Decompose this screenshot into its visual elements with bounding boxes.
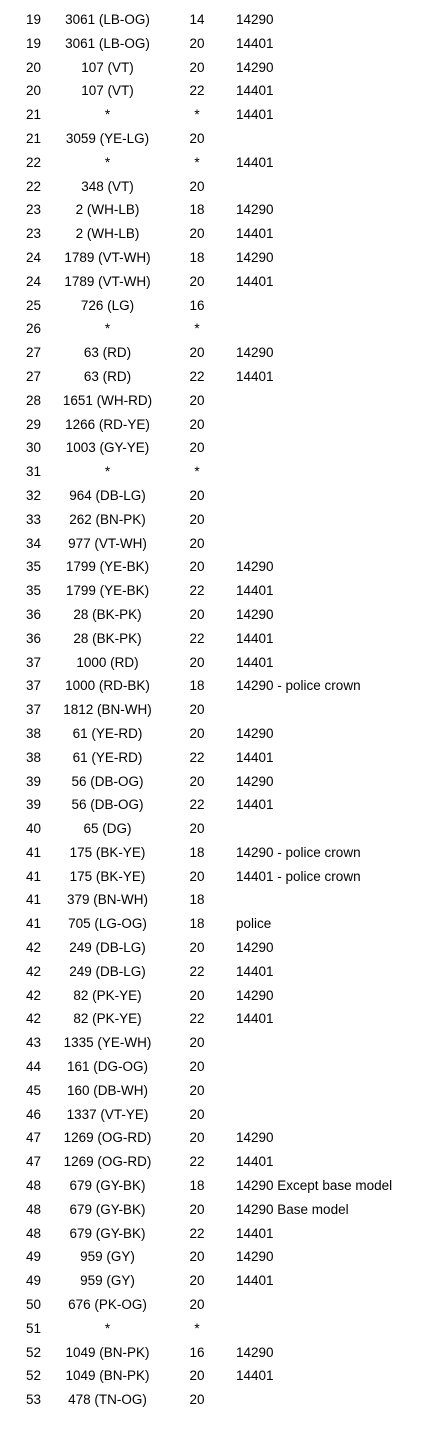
pin-number-cell: 42	[25, 987, 41, 1003]
circuit-cell: 676 (PK-OG)	[68, 1297, 147, 1313]
pin-number-cell: 33	[25, 511, 41, 527]
gauge-cell: 16	[189, 297, 205, 313]
circuit-cell: 249 (DB-LG)	[69, 940, 146, 956]
gauge-cell: 20	[189, 987, 205, 1003]
gauge-cell: 20	[189, 868, 205, 884]
note-cell: 14290 Base model	[236, 1201, 349, 1217]
note-cell: 14401	[236, 273, 274, 289]
gauge-cell: 20	[189, 416, 205, 432]
circuit-cell: *	[104, 154, 111, 170]
circuit-cell: 679 (GY-BK)	[69, 1178, 146, 1194]
table-row	[0, 222, 447, 246]
gauge-cell: 22	[189, 583, 205, 599]
pin-number-cell: 50	[25, 1297, 41, 1313]
note-cell: 14290	[236, 249, 274, 265]
table-row	[0, 746, 447, 770]
gauge-cell: 22	[189, 368, 205, 384]
note-cell: 14401	[236, 583, 274, 599]
gauge-cell: 20	[189, 487, 205, 503]
gauge-cell: 14	[189, 12, 205, 27]
gauge-cell: 18	[189, 249, 205, 265]
table-row	[0, 865, 447, 889]
table-row	[0, 484, 447, 508]
table-row	[0, 1103, 447, 1127]
circuit-cell: 82 (PK-YE)	[73, 1011, 142, 1027]
pin-number-cell: 35	[25, 583, 41, 599]
table-row	[0, 1341, 447, 1365]
gauge-cell: 22	[189, 83, 205, 99]
table-row	[0, 246, 447, 270]
pin-number-cell: 20	[25, 59, 41, 75]
note-cell: 14290	[236, 1249, 274, 1265]
gauge-cell: 22	[189, 1225, 205, 1241]
table-row	[0, 389, 447, 413]
circuit-cell: 61 (YE-RD)	[72, 725, 143, 741]
note-cell: 14290	[236, 559, 274, 575]
table-row	[0, 1150, 447, 1174]
circuit-cell: 1000 (RD)	[76, 654, 139, 670]
pin-number-cell: 41	[25, 844, 41, 860]
table-row	[0, 198, 447, 222]
gauge-cell: *	[194, 464, 200, 480]
note-cell: 14401	[236, 1225, 274, 1241]
gauge-cell: 20	[189, 226, 205, 242]
pin-number-cell: 49	[25, 1273, 41, 1289]
circuit-cell: 1000 (RD-BK)	[65, 678, 150, 694]
gauge-cell: 20	[189, 1059, 205, 1075]
circuit-cell: 379 (BN-WH)	[66, 892, 148, 908]
gauge-cell: 20	[189, 535, 205, 551]
circuit-cell: 175 (BK-YE)	[69, 868, 146, 884]
circuit-cell: 61 (YE-RD)	[72, 749, 143, 765]
circuit-cell: *	[104, 107, 111, 123]
circuit-cell: 82 (PK-YE)	[73, 987, 142, 1003]
table-row	[0, 770, 447, 794]
note-cell: 14401	[236, 1011, 274, 1027]
circuit-cell: 160 (DB-WH)	[66, 1082, 148, 1098]
circuit-cell: 1049 (BN-PK)	[65, 1368, 150, 1384]
note-cell: 14401	[236, 1368, 274, 1384]
circuit-cell: 262 (BN-PK)	[69, 511, 146, 527]
pin-number-cell: 42	[25, 940, 41, 956]
table-row	[0, 984, 447, 1008]
table-row	[0, 960, 447, 984]
note-cell: 14401	[236, 35, 274, 51]
pin-number-cell: 37	[25, 678, 41, 694]
pin-number-cell: 29	[25, 416, 41, 432]
circuit-cell: 1789 (VT-WH)	[64, 249, 151, 265]
circuit-cell: 1799 (YE-BK)	[65, 559, 150, 575]
pin-number-cell: 48	[25, 1201, 41, 1217]
note-cell: 14401 - police crown	[236, 868, 361, 884]
circuit-cell: 1337 (VT-YE)	[66, 1106, 149, 1122]
circuit-cell: 28 (BK-PK)	[73, 630, 142, 646]
note-cell: 14401	[236, 630, 274, 646]
table-row	[0, 365, 447, 389]
circuit-cell: *	[104, 464, 111, 480]
table-row	[0, 79, 447, 103]
gauge-cell: 22	[189, 963, 205, 979]
table-row	[0, 508, 447, 532]
gauge-cell: 18	[189, 892, 205, 908]
table-row	[0, 579, 447, 603]
pin-table	[0, 8, 447, 1412]
pin-number-cell: 52	[25, 1368, 41, 1384]
circuit-cell: 2 (WH-LB)	[75, 202, 140, 218]
gauge-cell: 20	[189, 392, 205, 408]
gauge-cell: 20	[189, 273, 205, 289]
gauge-cell: 20	[189, 1106, 205, 1122]
note-cell: 14401	[236, 963, 274, 979]
pin-number-cell: 24	[25, 273, 41, 289]
circuit-cell: 1269 (OG-RD)	[63, 1154, 152, 1170]
note-cell: 14401	[236, 107, 274, 123]
circuit-cell: 1335 (YE-WH)	[63, 1035, 152, 1051]
table-row	[0, 1174, 447, 1198]
note-cell: police	[236, 916, 272, 932]
table-row	[0, 294, 447, 318]
table-row	[0, 674, 447, 698]
pin-number-cell: 19	[25, 35, 41, 51]
circuit-cell: 705 (LG-OG)	[68, 916, 147, 932]
table-row	[0, 532, 447, 556]
table-row	[0, 1198, 447, 1222]
pin-number-cell: 39	[25, 797, 41, 813]
table-row	[0, 103, 447, 127]
note-cell: 14290 - police crown	[236, 678, 361, 694]
pin-number-cell: 36	[25, 606, 41, 622]
pin-number-cell: 23	[25, 226, 41, 242]
table-row	[0, 722, 447, 746]
note-cell: 14401	[236, 654, 274, 670]
gauge-cell: 20	[189, 511, 205, 527]
table-row	[0, 341, 447, 365]
table-row	[0, 936, 447, 960]
gauge-cell: 18	[189, 916, 205, 932]
circuit-cell: 679 (GY-BK)	[69, 1225, 146, 1241]
table-row	[0, 1007, 447, 1031]
table-row	[0, 56, 447, 80]
gauge-cell: 22	[189, 1011, 205, 1027]
table-row	[0, 1293, 447, 1317]
circuit-cell: 63 (RD)	[83, 345, 132, 361]
pin-number-cell: 34	[25, 535, 41, 551]
pin-number-cell: 37	[25, 654, 41, 670]
circuit-cell: 348 (VT)	[81, 178, 134, 194]
circuit-cell: 964 (DB-LG)	[69, 487, 146, 503]
pin-number-cell: 47	[25, 1130, 41, 1146]
pin-number-cell: 39	[25, 773, 41, 789]
pin-number-cell: 19	[25, 12, 41, 27]
gauge-cell: 20	[189, 940, 205, 956]
note-cell: 14290	[236, 345, 274, 361]
pin-number-cell: 27	[25, 345, 41, 361]
gauge-cell: 20	[189, 178, 205, 194]
pin-number-cell: 24	[25, 249, 41, 265]
note-cell: 14401	[236, 749, 274, 765]
table-row	[0, 603, 447, 627]
circuit-cell: 977 (VT-WH)	[68, 535, 147, 551]
note-cell: 14290	[236, 12, 274, 27]
circuit-cell: 3061 (LB-OG)	[65, 12, 150, 27]
table-row	[0, 175, 447, 199]
gauge-cell: 20	[189, 1297, 205, 1313]
gauge-cell: *	[194, 154, 200, 170]
gauge-cell: 20	[189, 773, 205, 789]
circuit-cell: 56 (DB-OG)	[71, 797, 144, 813]
note-cell: 14290 Except base model	[236, 1178, 393, 1194]
gauge-cell: 18	[189, 844, 205, 860]
circuit-cell: 65 (DG)	[83, 821, 132, 837]
pin-number-cell: 45	[25, 1082, 41, 1098]
circuit-cell: 175 (BK-YE)	[69, 844, 146, 860]
pin-number-cell: 37	[25, 702, 41, 718]
circuit-cell: 726 (LG)	[80, 297, 135, 313]
gauge-cell: *	[194, 321, 200, 337]
table-row	[0, 841, 447, 865]
note-cell: 14290	[236, 1344, 274, 1360]
gauge-cell: 20	[189, 1249, 205, 1265]
gauge-cell: 20	[189, 345, 205, 361]
table-row	[0, 317, 447, 341]
pin-number-cell: 49	[25, 1249, 41, 1265]
gauge-cell: 22	[189, 630, 205, 646]
gauge-cell: 20	[189, 35, 205, 51]
pin-number-cell: 27	[25, 368, 41, 384]
note-cell: 14290	[236, 725, 274, 741]
circuit-cell: 3059 (YE-LG)	[65, 130, 150, 146]
note-cell: 14290	[236, 59, 274, 75]
pin-number-cell: 44	[25, 1059, 41, 1075]
table-row	[0, 627, 447, 651]
table-row	[0, 413, 447, 437]
table-row	[0, 436, 447, 460]
gauge-cell: 20	[189, 440, 205, 456]
pin-number-cell: 38	[25, 725, 41, 741]
table-row	[0, 1126, 447, 1150]
pin-number-cell: 41	[25, 916, 41, 932]
pin-number-cell: 41	[25, 868, 41, 884]
pin-number-cell: 36	[25, 630, 41, 646]
pin-number-cell: 46	[25, 1106, 41, 1122]
table-row	[0, 651, 447, 675]
gauge-cell: 20	[189, 1392, 205, 1408]
pin-number-cell: 52	[25, 1344, 41, 1360]
gauge-cell: 20	[189, 725, 205, 741]
gauge-cell: *	[194, 107, 200, 123]
note-cell: 14401	[236, 368, 274, 384]
circuit-cell: 1789 (VT-WH)	[64, 273, 151, 289]
circuit-cell: *	[104, 1320, 111, 1336]
pin-number-cell: 48	[25, 1178, 41, 1194]
gauge-cell: 20	[189, 702, 205, 718]
pin-number-cell: 51	[25, 1320, 41, 1336]
gauge-cell: 18	[189, 678, 205, 694]
pin-number-cell: 32	[25, 487, 41, 503]
note-cell: 14290 - police crown	[236, 844, 361, 860]
pin-number-cell: 40	[25, 821, 41, 837]
pin-number-cell: 41	[25, 892, 41, 908]
table-row	[0, 1031, 447, 1055]
circuit-cell: 2 (WH-LB)	[75, 226, 140, 242]
gauge-cell: 16	[189, 1344, 205, 1360]
pin-number-cell: 35	[25, 559, 41, 575]
table-row	[0, 151, 447, 175]
table-row	[0, 698, 447, 722]
pin-number-cell: 21	[25, 130, 41, 146]
gauge-cell: 22	[189, 749, 205, 765]
gauge-cell: *	[194, 1320, 200, 1336]
table-row	[0, 1388, 447, 1412]
table-row	[0, 888, 447, 912]
table-row	[0, 1317, 447, 1341]
table-row	[0, 1222, 447, 1246]
note-cell: 14401	[236, 1154, 274, 1170]
gauge-cell: 20	[189, 1201, 205, 1217]
circuit-cell: 1049 (BN-PK)	[65, 1344, 150, 1360]
circuit-cell: 1812 (BN-WH)	[63, 702, 152, 718]
table-row	[0, 555, 447, 579]
table-row	[0, 1364, 447, 1388]
circuit-cell: 478 (TN-OG)	[68, 1392, 147, 1408]
circuit-cell: 959 (GY)	[80, 1249, 135, 1265]
note-cell: 14401	[236, 797, 274, 813]
pin-number-cell: 42	[25, 963, 41, 979]
circuit-cell: 249 (DB-LG)	[69, 963, 146, 979]
table-row	[0, 8, 447, 32]
note-cell: 14290	[236, 1130, 274, 1146]
pin-number-cell: 47	[25, 1154, 41, 1170]
circuit-cell: 1651 (WH-RD)	[62, 392, 153, 408]
table-row	[0, 1055, 447, 1079]
pin-number-cell: 48	[25, 1225, 41, 1241]
note-cell: 14290	[236, 987, 274, 1003]
pin-number-cell: 26	[25, 321, 41, 337]
pin-number-cell: 22	[25, 178, 41, 194]
pin-number-cell: 20	[25, 83, 41, 99]
pin-number-cell: 42	[25, 1011, 41, 1027]
gauge-cell: 20	[189, 654, 205, 670]
circuit-cell: 63 (RD)	[83, 368, 132, 384]
circuit-cell: 1269 (OG-RD)	[63, 1130, 152, 1146]
table-row	[0, 1269, 447, 1293]
gauge-cell: 20	[189, 59, 205, 75]
note-cell: 14401	[236, 1273, 274, 1289]
pin-number-cell: 22	[25, 154, 41, 170]
circuit-cell: 3061 (LB-OG)	[65, 35, 150, 51]
circuit-cell: 959 (GY)	[80, 1273, 135, 1289]
table-row	[0, 912, 447, 936]
circuit-cell: 28 (BK-PK)	[73, 606, 142, 622]
circuit-cell: 1799 (YE-BK)	[65, 583, 150, 599]
pin-number-cell: 53	[25, 1392, 41, 1408]
gauge-cell: 20	[189, 1082, 205, 1098]
note-cell: 14401	[236, 226, 274, 242]
table-row	[0, 32, 447, 56]
circuit-cell: *	[104, 321, 111, 337]
table-row	[0, 1245, 447, 1269]
pin-number-cell: 25	[25, 297, 41, 313]
gauge-cell: 20	[189, 130, 205, 146]
gauge-cell: 20	[189, 821, 205, 837]
circuit-cell: 56 (DB-OG)	[71, 773, 144, 789]
circuit-cell: 1266 (RD-YE)	[65, 416, 150, 432]
note-cell: 14290	[236, 940, 274, 956]
circuit-cell: 161 (DG-OG)	[66, 1059, 148, 1075]
note-cell: 14401	[236, 154, 274, 170]
circuit-cell: 107 (VT)	[81, 59, 134, 75]
gauge-cell: 22	[189, 1154, 205, 1170]
note-cell: 14290	[236, 773, 274, 789]
gauge-cell: 20	[189, 606, 205, 622]
table-row	[0, 817, 447, 841]
pin-number-cell: 38	[25, 749, 41, 765]
pin-number-cell: 21	[25, 107, 41, 123]
note-cell: 14401	[236, 83, 274, 99]
gauge-cell: 18	[189, 1178, 205, 1194]
gauge-cell: 20	[189, 1130, 205, 1146]
gauge-cell: 20	[189, 1035, 205, 1051]
note-cell: 14290	[236, 606, 274, 622]
pin-number-cell: 23	[25, 202, 41, 218]
gauge-cell: 20	[189, 1273, 205, 1289]
pin-number-cell: 28	[25, 392, 41, 408]
table-row	[0, 127, 447, 151]
pin-number-cell: 31	[25, 464, 41, 480]
circuit-cell: 107 (VT)	[81, 83, 134, 99]
table-row	[0, 793, 447, 817]
table-row	[0, 1079, 447, 1103]
pin-number-cell: 30	[25, 440, 41, 456]
gauge-cell: 20	[189, 1368, 205, 1384]
table-row	[0, 460, 447, 484]
table-row	[0, 270, 447, 294]
gauge-cell: 20	[189, 559, 205, 575]
circuit-cell: 1003 (GY-YE)	[65, 440, 150, 456]
note-cell: 14290	[236, 202, 274, 218]
gauge-cell: 22	[189, 797, 205, 813]
gauge-cell: 18	[189, 202, 205, 218]
circuit-cell: 679 (GY-BK)	[69, 1201, 146, 1217]
pin-number-cell: 43	[25, 1035, 41, 1051]
